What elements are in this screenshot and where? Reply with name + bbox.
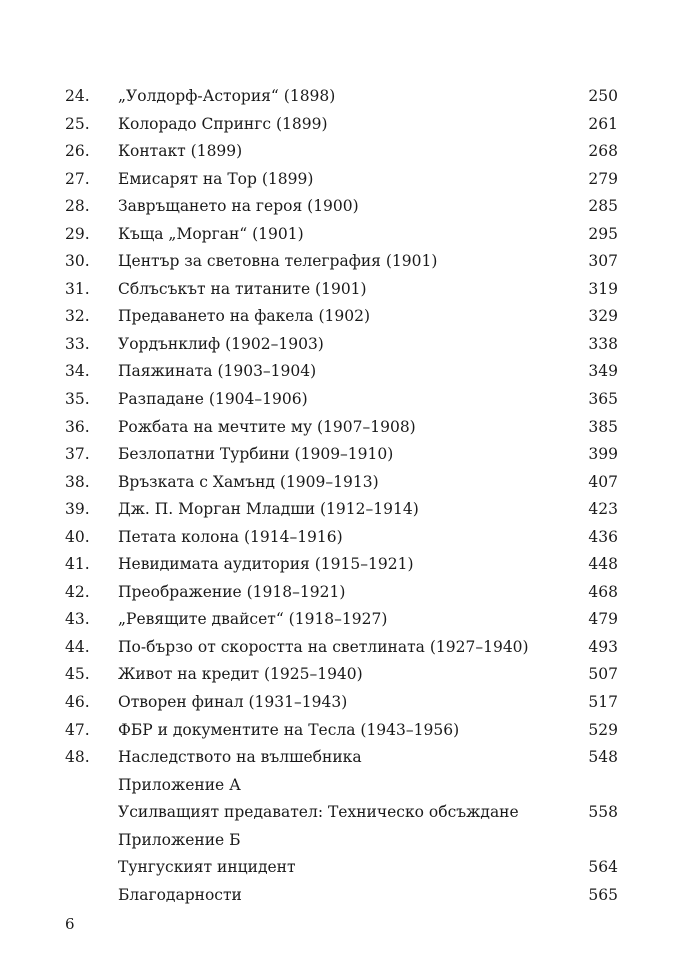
toc-entry-title: Къща „Морган“ (1901) (118, 224, 304, 243)
toc-entry-title: „Ревящите двайсет“ (1918–1927) (118, 610, 388, 629)
toc-entry-page: 261 (588, 114, 618, 133)
toc-entry-title: Завръщането на героя (1900) (118, 197, 359, 216)
toc-entry-page: 385 (588, 417, 618, 436)
toc-entry-number: 41. (65, 555, 90, 574)
toc-entry-page: 565 (588, 885, 618, 904)
toc-entry-title: Сблъсъкът на титаните (1901) (118, 279, 367, 298)
toc-entry (0, 331, 700, 359)
toc-entry-page: 436 (588, 527, 618, 546)
toc-entry-page: 307 (588, 252, 618, 271)
toc-entry-page: 493 (588, 637, 618, 656)
page-number: 6 (65, 915, 75, 933)
toc-entry-page: 365 (588, 390, 618, 409)
toc-entry-number: 30. (65, 252, 90, 271)
toc-entry-title: Благодарности (118, 885, 242, 904)
toc-entry-page: 564 (588, 858, 618, 877)
toc-entry-number: 29. (65, 224, 90, 243)
toc-entry-title: Предаването на факела (1902) (118, 307, 370, 326)
toc-entry-number: 45. (65, 665, 90, 684)
toc-entry-number: 25. (65, 114, 90, 133)
toc-entry (0, 606, 700, 634)
toc-entry-page: 338 (588, 334, 618, 353)
toc-entry-page: 548 (588, 748, 618, 767)
toc-entry-page: 399 (588, 445, 618, 464)
toc-entry-title: Контакт (1899) (118, 142, 243, 161)
toc-entry (0, 551, 700, 579)
toc-entry-title: Дж. П. Морган Младши (1912–1914) (118, 500, 419, 519)
toc-entry-page: 349 (588, 362, 618, 381)
toc-entry-page: 319 (588, 279, 618, 298)
toc-entry-number: 34. (65, 362, 90, 381)
toc-entry-title: ФБР и документите на Тесла (1943–1956) (118, 720, 460, 739)
toc-entry-page: 285 (588, 197, 618, 216)
toc-entry-title: Преображение (1918–1921) (118, 582, 346, 601)
toc-entry-page: 250 (588, 87, 618, 105)
toc-entry (0, 772, 700, 800)
toc-entry-number: 35. (65, 390, 90, 409)
toc-entry-title: Живот на кредит (1925–1940) (118, 665, 363, 684)
toc-entry (0, 441, 700, 469)
toc-entry (0, 358, 700, 386)
toc-entry-page: 468 (588, 582, 618, 601)
toc-entry-number: 31. (65, 279, 90, 298)
toc-entry (0, 799, 700, 827)
toc-entry-page: 423 (588, 500, 618, 519)
toc-entry-title: По-бързо от скоростта на светлината (1927–1940) (118, 637, 529, 656)
toc-entry (0, 276, 700, 304)
toc-entry (0, 83, 700, 111)
toc-entry-number: 44. (65, 637, 90, 656)
toc-entry (0, 524, 700, 552)
toc-entry-page: 507 (588, 665, 618, 684)
toc-entry (0, 744, 700, 772)
toc-entry-page: 558 (588, 803, 618, 822)
toc-entry (0, 689, 700, 717)
toc-entry (0, 827, 700, 855)
toc-entry-page: 279 (588, 169, 618, 188)
toc-entry-title: Уордънклиф (1902–1903) (118, 334, 324, 353)
toc-entry-page: 479 (588, 610, 618, 629)
toc-entry-number: 26. (65, 142, 90, 161)
toc-entry-page: 268 (588, 142, 618, 161)
toc-entry-title: Приложение Б (118, 830, 241, 849)
toc-entry-number: 24. (65, 87, 90, 105)
toc-entry-number: 46. (65, 693, 90, 712)
toc-entry (0, 496, 700, 524)
toc-entry (0, 138, 700, 166)
toc-entry-title: Колорадо Спрингс (1899) (118, 114, 328, 133)
toc-entry-title: Център за световна телеграфия (1901) (118, 252, 438, 271)
toc-entry (0, 469, 700, 497)
toc-entry (0, 854, 700, 882)
toc-entry-title: Петата колона (1914–1916) (118, 527, 343, 546)
toc-entry-page: 529 (588, 720, 618, 739)
toc-entry-page: 295 (588, 224, 618, 243)
toc-entry-number: 42. (65, 582, 90, 601)
toc-entry-title: Наследството на вълшебника (118, 748, 362, 767)
toc-entry-title: Безлопатни Турбини (1909–1910) (118, 445, 394, 464)
toc-entry-page: 517 (588, 693, 618, 712)
toc-entry (0, 882, 700, 910)
toc-entry (0, 111, 700, 139)
table-of-contents (0, 83, 700, 909)
toc-entry-number: 48. (65, 748, 90, 767)
toc-entry-title: Емисарят на Тор (1899) (118, 169, 314, 188)
toc-entry-number: 39. (65, 500, 90, 519)
toc-entry (0, 386, 700, 414)
toc-entry-title: Връзката с Хамънд (1909–1913) (118, 472, 379, 491)
toc-entry (0, 717, 700, 745)
toc-entry (0, 221, 700, 249)
toc-entry-number: 27. (65, 169, 90, 188)
toc-entry-number: 38. (65, 472, 90, 491)
toc-entry (0, 248, 700, 276)
toc-entry (0, 661, 700, 689)
toc-entry-page: 329 (588, 307, 618, 326)
toc-entry-title: Рожбата на мечтите му (1907–1908) (118, 417, 416, 436)
toc-entry-number: 47. (65, 720, 90, 739)
toc-entry (0, 579, 700, 607)
toc-entry (0, 634, 700, 662)
toc-entry-title: Приложение А (118, 775, 241, 794)
toc-entry-title: Невидимата аудитория (1915–1921) (118, 555, 414, 574)
toc-entry (0, 303, 700, 331)
toc-entry-title: Паяжината (1903–1904) (118, 362, 317, 381)
toc-entry-title: Отворен финал (1931–1943) (118, 693, 348, 712)
toc-entry-page: 407 (588, 472, 618, 491)
toc-entry-number: 28. (65, 197, 90, 216)
toc-entry (0, 193, 700, 221)
toc-entry-title: Усилващият предавател: Техническо обсъждане (118, 803, 519, 822)
toc-entry-number: 32. (65, 307, 90, 326)
toc-entry-title: „Уолдорф-Астория“ (1898) (118, 87, 336, 105)
toc-entry (0, 414, 700, 442)
toc-entry-number: 43. (65, 610, 90, 629)
toc-entry-number: 37. (65, 445, 90, 464)
toc-entry-number: 36. (65, 417, 90, 436)
toc-entry-title: Разпадане (1904–1906) (118, 390, 308, 409)
toc-entry-page: 448 (588, 555, 618, 574)
toc-entry (0, 166, 700, 194)
toc-entry-title: Тунгуският инцидент (118, 858, 296, 877)
toc-entry-number: 33. (65, 334, 90, 353)
toc-entry-number: 40. (65, 527, 90, 546)
